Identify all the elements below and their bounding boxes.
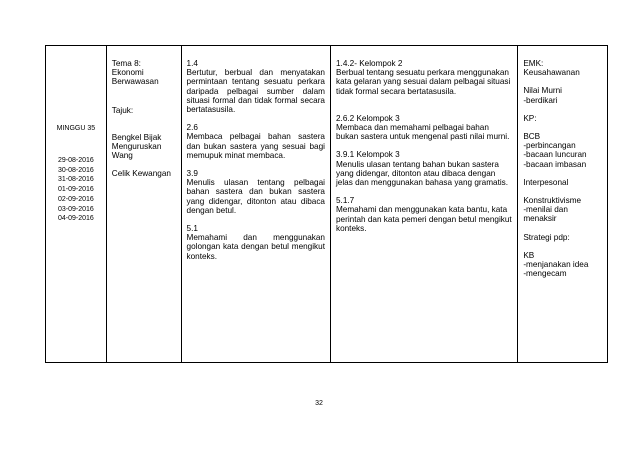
standard-code: 2.6 <box>186 123 198 133</box>
theme-column <box>107 46 182 362</box>
learning-standard-column <box>331 46 518 362</box>
objective-code: 3.9.1 Kelompok 3 <box>335 150 400 160</box>
constructivism-note: Konstruktivisme -menilai dan menaksir <box>523 196 582 224</box>
week-label: MINGGU 35 <box>56 125 96 132</box>
objective-code: 5.1.7 <box>335 196 355 206</box>
strategy-label: Strategi pdp: <box>523 232 570 242</box>
emk-note: EMK: Keusahawanan <box>523 59 580 78</box>
objective-text: Memahami dan menggunakan kata bantu, kata perintah dan kata pemeri dengan betul mengikut konteks. <box>335 205 512 233</box>
standard-text: Memahami dan menggunakan golongan kata dengan betul mengikut konteks. <box>186 233 325 261</box>
objective-text: Membaca dan memahami pelbagai bahan bukan sastera untuk mengenal pasti nilai murni. <box>335 123 510 142</box>
focus-label: Celik Kewangan <box>111 169 171 179</box>
topic-title: Bengkel Bijak Menguruskan Wang <box>111 132 162 161</box>
standard-code: 3.9 <box>186 169 198 179</box>
standard-code: 1.4 <box>186 59 198 68</box>
standard-text: Bertutur, berbual dan menyatakan permintaan tentang sesuatu perkara daripada pelbagai sumber dalam situasi formal dan tidak formal secara bertatasusila. <box>186 68 325 115</box>
objective-code: 1.4.2- Kelompok 2 <box>335 59 403 68</box>
kp-label: KP: <box>523 113 537 123</box>
date-list: 29-08-2016 30-08-2016 31-08-2016 01-09-2016 02-09-2016 03-09-2016 04-09-2016 <box>57 157 94 223</box>
page-number: 32 <box>315 400 323 407</box>
standard-code: 5.1 <box>186 224 198 234</box>
content-standard-column <box>182 46 331 362</box>
theme-title: Tema 8: Ekonomi Berwawasan <box>111 59 159 87</box>
objective-text: Menulis ulasan tentang bahan bukan sastera yang didengar, ditonton atau dibaca dengan jelas dan menggunakan bahasa yang gramatis. <box>335 159 509 188</box>
week-column <box>46 46 107 362</box>
values-note: Nilai Murni -berdikari <box>523 86 562 105</box>
lesson-plan-table <box>45 45 608 363</box>
standard-text: Menulis ulasan tentang pelbagai bahan sastera dan bukan sastera yang didengar, ditonton atau dibaca dengan betul. <box>186 178 325 215</box>
objective-code: 2.6.2 Kelompok 3 <box>335 113 400 123</box>
standard-text: Membaca pelbagai bahan sastera dan bukan sastera yang sesuai bagi memupuk minat membaca. <box>186 132 325 160</box>
interpersonal-note: Interpesonal <box>523 177 569 187</box>
objective-text: Berbual tentang sesuatu perkara menggunakan kata gelaran yang sesuai dalam pelbagai situasi tidak formal secara bertatasusila. <box>335 68 511 96</box>
notes-column <box>518 46 607 362</box>
bcb-note: BCB -perbincangan -bacaan luncuran -bacaan imbasan <box>523 132 587 169</box>
topic-label: Tajuk: <box>111 105 134 115</box>
kb-note: KB -menjanakan idea -mengecam <box>523 250 589 279</box>
